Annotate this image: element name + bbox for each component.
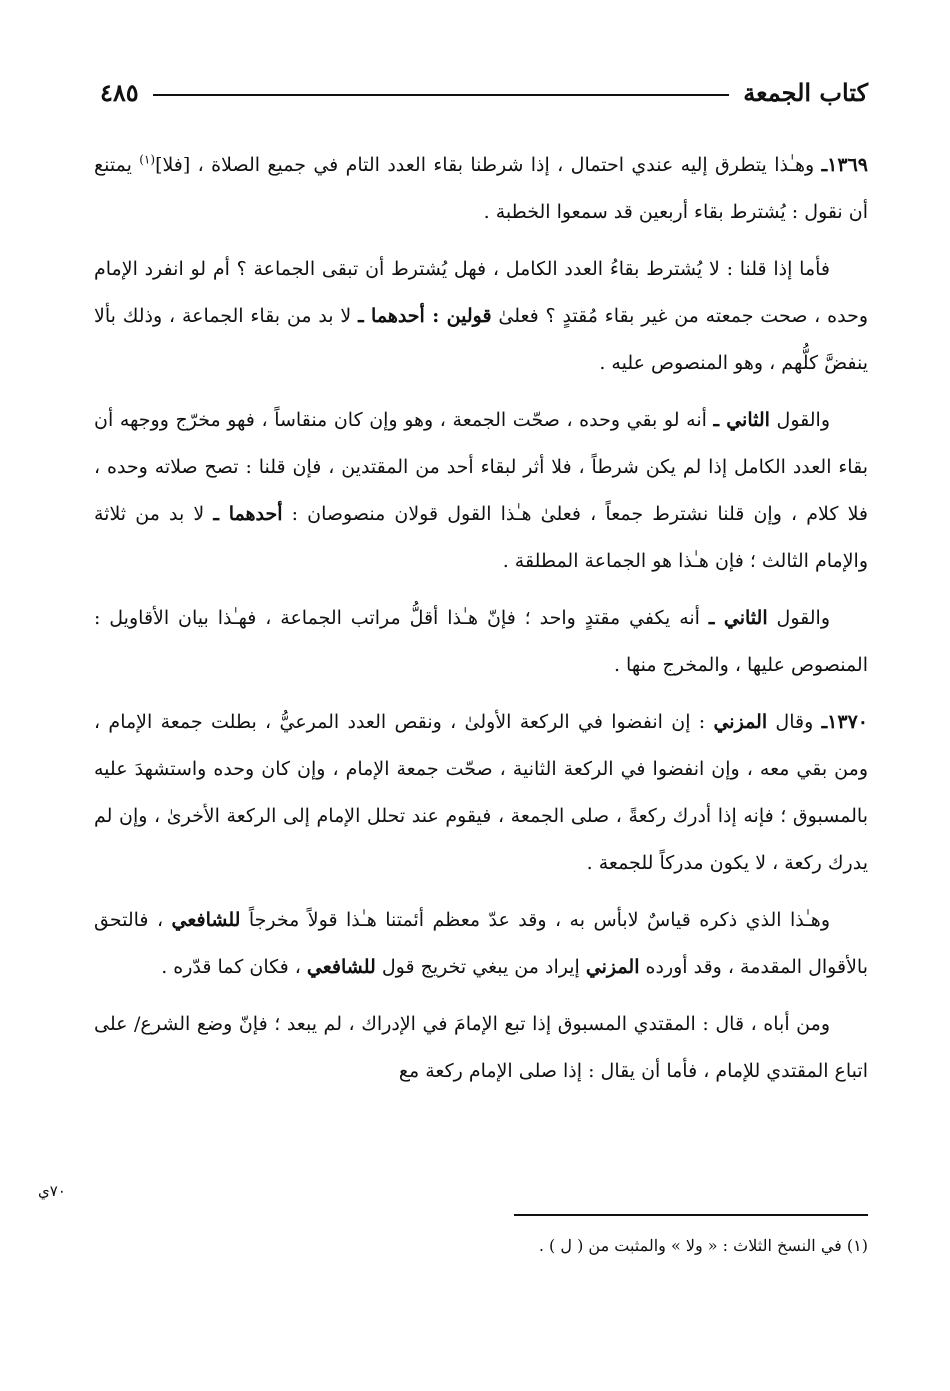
text-segment: والقول bbox=[769, 409, 831, 431]
text-segment: وقال bbox=[767, 711, 822, 733]
text-segment: ، فالتحق بالأقوال المقدمة ، وقد أورده bbox=[94, 909, 868, 978]
header-rule bbox=[153, 94, 730, 96]
footnote-number: (١) bbox=[846, 1236, 868, 1255]
bold-term: الثاني ـ bbox=[713, 409, 770, 431]
paragraph-two-opinions bbox=[94, 246, 868, 387]
paragraph-one-follower bbox=[94, 595, 868, 689]
paragraph-refusal bbox=[94, 1001, 868, 1095]
text-segment: يمتنع أن نقول : يُشترط بقاء أربعين قد سمعوا الخطبة . bbox=[94, 154, 868, 223]
bold-term: الثاني ـ bbox=[708, 607, 768, 629]
text-segment: : إن انفضوا في الركعة الأولىٰ ، ونقص العدد المرعيُّ ، بطلت جمعة الإمام ، ومن بقي معه ، وإن انفضوا في الركعة الثانية ، صحّت جمعة الإمام ، وإن كان وحده واستشهدَ عليه بالمسبوق ؛ فإنه إذا أدرك ركعةً ، صلى الجمعة ، فيقوم عند تحلل الإمام إلى الركعة الأخرىٰ ، وإن لم يدرك ركعة ، لا يكون مدركاً للجمعة . bbox=[94, 711, 868, 874]
footnote-marker: (١) bbox=[139, 152, 156, 167]
text-segment: والقول bbox=[767, 607, 830, 629]
footnote-rule bbox=[514, 1214, 868, 1216]
main-text bbox=[94, 142, 868, 1105]
chapter-title: كتاب الجمعة bbox=[743, 77, 868, 107]
page-header bbox=[100, 72, 868, 112]
paragraph-analogy bbox=[94, 897, 868, 991]
paragraph-1370 bbox=[94, 699, 868, 887]
text-segment: لا بد من بقاء الجماعة ، وذلك بألا ينفضَّ كلُّهم ، وهو المنصوص عليه . bbox=[94, 305, 868, 374]
bold-term: المزني bbox=[713, 711, 768, 733]
page-number: ٤٨٥ bbox=[100, 77, 139, 107]
text-segment: أنه لو بقي وحده ، صحّت الجمعة ، وهو وإن كان منقاساً ، فهو مخرّج ووجهه أن بقاء العدد الكامل إذا لم يكن شرطاً ، فلا أثر لبقاء أحد من المقتدين ، فإن قلنا : تصح صلاته وحده ، فلا كلام ، وإن قلنا نشترط جمعاً ، فعلىٰ هـٰذا القول قولان منصوصان : bbox=[94, 409, 868, 525]
footnote bbox=[300, 1236, 868, 1255]
section-number: ١٣٧٠ـ bbox=[821, 711, 868, 733]
text-segment: فأما إذا قلنا : لا يُشترط بقاءُ العدد الكامل ، فهل يُشترط أن تبقى الجماعة ؟ أم لو انفرد الإمام وحده ، صحت جمعته من غير بقاء مُقتدٍ ؟ فعلىٰ bbox=[94, 258, 868, 327]
text-segment: وهـٰذا يتطرق إليه عندي احتمال ، إذا شرطنا بقاء العدد التام في جميع الصلاة ، [فلا] bbox=[155, 154, 822, 176]
text-segment: لا بد من ثلاثة والإمام الثالث ؛ فإن هـٰذا هو الجماعة المطلقة . bbox=[94, 503, 868, 572]
bold-term: المزني bbox=[585, 956, 640, 978]
section-number: ١٣٦٩ـ bbox=[821, 154, 868, 176]
bold-term: أحدهما ـ bbox=[213, 503, 283, 525]
text-segment: وهـٰذا الذي ذكره قياسٌ لابأس به ، وقد عدّ معظم أئمتنا هـٰذا قولاً مخرجاً bbox=[240, 909, 831, 931]
text-segment: ، فكان كما قدّره . bbox=[161, 956, 307, 978]
paragraph-second-opinion bbox=[94, 397, 868, 585]
bold-term: قولين : أحدهما ـ bbox=[358, 305, 492, 327]
text-segment: ومن أباه ، قال : المقتدي المسبوق إذا تبع الإمامَ في الإدراك ، لم يبعد ؛ فإنّ وضع الشرع/ على اتباع المقتدي للإمام ، فأما أن يقال : إذا صلى الإمام ركعة مع bbox=[94, 1013, 868, 1082]
bold-term: للشافعي bbox=[171, 909, 241, 931]
paragraph-1369 bbox=[94, 142, 868, 236]
manuscript-folio-note: ٧٠ي bbox=[38, 1182, 66, 1200]
bold-term: للشافعي bbox=[306, 956, 376, 978]
text-segment: إيراد من يبغي تخريج قول bbox=[375, 956, 586, 978]
footnote-text: في النسخ الثلاث : « ولا » والمثبت من ( ل ) . bbox=[538, 1236, 842, 1255]
text-segment: أنه يكفي مقتدٍ واحد ؛ فإنّ هـٰذا أقلُّ مراتب الجماعة ، فهـٰذا بيان الأقاويل : المنصوص عليها ، والمخرج منها . bbox=[94, 607, 868, 676]
